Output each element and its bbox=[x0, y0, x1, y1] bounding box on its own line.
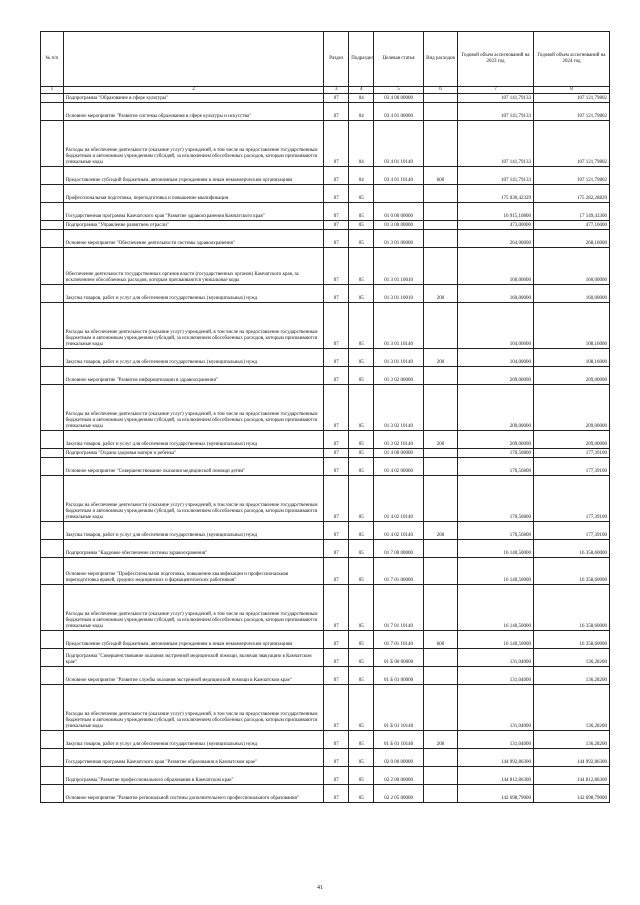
amount-2023-cell: 131,04000 bbox=[458, 731, 534, 749]
razdel-cell: 07 bbox=[324, 785, 349, 803]
row-number-cell bbox=[41, 221, 64, 230]
description-cell: Расходы на обеспечение деятельности (оказание услуг) учреждений, в том числе на предоставление государственным бюджетным и автономным учреждениям субсидий, за исключением обособленных расходов, которым присваиваются уникальные коды bbox=[63, 685, 324, 731]
amount-2023-cell: 170,56800 bbox=[458, 522, 534, 540]
header-target-article: Целевая статья bbox=[374, 32, 424, 87]
podrazdel-cell: 05 bbox=[349, 203, 374, 221]
podrazdel-cell: 05 bbox=[349, 667, 374, 685]
podrazdel-cell: 05 bbox=[349, 285, 374, 303]
header-amount-2023: Годовой объем ассигнований на 2023 год bbox=[458, 32, 534, 87]
column-number: 4 bbox=[349, 87, 374, 94]
podrazdel-cell: 05 bbox=[349, 785, 374, 803]
target-article-cell: 01 3 01 10010 bbox=[374, 248, 424, 285]
amount-2024-cell: 16 358,60000 bbox=[533, 631, 609, 649]
razdel-cell: 07 bbox=[324, 685, 349, 731]
amount-2023-cell: 131,04000 bbox=[458, 685, 534, 731]
razdel-cell: 07 bbox=[324, 558, 349, 585]
column-number: 2 bbox=[63, 87, 324, 94]
table-row bbox=[41, 540, 610, 558]
description-cell: Подпрограмма "Управление развитием отрасли" bbox=[63, 221, 324, 230]
podrazdel-cell: 05 bbox=[349, 540, 374, 558]
expense-type-cell bbox=[424, 303, 458, 349]
expense-type-cell bbox=[424, 203, 458, 221]
amount-2024-cell: 16 358,60000 bbox=[533, 585, 609, 631]
row-number-cell bbox=[41, 349, 64, 367]
amount-2023-cell: 160,00000 bbox=[458, 285, 534, 303]
expense-type-cell bbox=[424, 558, 458, 585]
target-article-cell: 01 Б 01 10140 bbox=[374, 685, 424, 731]
table-row bbox=[41, 767, 610, 785]
table-row bbox=[41, 367, 610, 385]
table-row bbox=[41, 94, 610, 103]
amount-2023-cell: 473,00000 bbox=[458, 221, 534, 230]
table-row bbox=[41, 649, 610, 667]
expense-type-cell bbox=[424, 103, 458, 121]
expense-type-cell bbox=[424, 367, 458, 385]
amount-2023-cell: 107 141,79133 bbox=[458, 103, 534, 121]
expense-type-cell bbox=[424, 94, 458, 103]
row-number-cell bbox=[41, 667, 64, 685]
amount-2023-cell: 142 698,79000 bbox=[458, 785, 534, 803]
row-number-cell bbox=[41, 449, 64, 458]
description-cell: Расходы на обеспечение деятельности (оказание услуг) учреждений, в том числе на предоставление государственным бюджетным и автономным учреждениям субсидий, за исключением обособленных расходов, которым присваиваются уникальные коды bbox=[63, 121, 324, 167]
description-cell: Государственная программа Камчатского края "Развитие здравоохранения Камчатского края" bbox=[63, 203, 324, 221]
table-row bbox=[41, 522, 610, 540]
expense-type-cell: 200 bbox=[424, 431, 458, 449]
table-row bbox=[41, 685, 610, 731]
podrazdel-cell: 05 bbox=[349, 458, 374, 476]
row-number-cell bbox=[41, 185, 64, 203]
target-article-cell: 03 4 01 00000 bbox=[374, 103, 424, 121]
table-row bbox=[41, 558, 610, 585]
expense-type-cell bbox=[424, 749, 458, 767]
row-number-cell bbox=[41, 230, 64, 248]
budget-table bbox=[40, 31, 610, 803]
expense-type-cell bbox=[424, 385, 458, 431]
razdel-cell: 07 bbox=[324, 585, 349, 631]
amount-2023-cell: 16 140,50000 bbox=[458, 585, 534, 631]
podrazdel-cell: 05 bbox=[349, 248, 374, 285]
row-number-cell bbox=[41, 649, 64, 667]
podrazdel-cell: 05 bbox=[349, 767, 374, 785]
table-row bbox=[41, 203, 610, 221]
amount-2024-cell: 136,28200 bbox=[533, 685, 609, 731]
razdel-cell: 07 bbox=[324, 631, 349, 649]
podrazdel-cell: 05 bbox=[349, 476, 374, 522]
table-row bbox=[41, 285, 610, 303]
expense-type-cell: 600 bbox=[424, 631, 458, 649]
amount-2023-cell: 144 992,86300 bbox=[458, 749, 534, 767]
podrazdel-cell: 05 bbox=[349, 585, 374, 631]
expense-type-cell: 200 bbox=[424, 349, 458, 367]
column-number: 3 bbox=[324, 87, 349, 94]
table-row bbox=[41, 667, 610, 685]
amount-2024-cell: 142 698,79000 bbox=[533, 785, 609, 803]
target-article-cell: 01 3 01 00000 bbox=[374, 230, 424, 248]
target-article-cell: 01 7 01 10140 bbox=[374, 585, 424, 631]
table-row bbox=[41, 631, 610, 649]
amount-2023-cell: 107 141,79133 bbox=[458, 167, 534, 185]
razdel-cell: 07 bbox=[324, 458, 349, 476]
description-cell: Расходы на обеспечение деятельности (оказание услуг) учреждений, в том числе на предоставление государственным бюджетным и автономным учреждениям субсидий, за исключением обособленных расходов, которым присваиваются уникальные коды bbox=[63, 476, 324, 522]
razdel-cell: 07 bbox=[324, 203, 349, 221]
amount-2024-cell: 144 992,86300 bbox=[533, 749, 609, 767]
row-number-cell bbox=[41, 585, 64, 631]
amount-2024-cell: 477,16000 bbox=[533, 221, 609, 230]
amount-2023-cell: 107 141,79133 bbox=[458, 94, 534, 103]
amount-2024-cell: 107 121,79802 bbox=[533, 167, 609, 185]
row-number-cell bbox=[41, 367, 64, 385]
expense-type-cell bbox=[424, 767, 458, 785]
razdel-cell: 07 bbox=[324, 303, 349, 349]
razdel-cell: 07 bbox=[324, 540, 349, 558]
table-row bbox=[41, 749, 610, 767]
razdel-cell: 07 bbox=[324, 185, 349, 203]
amount-2024-cell: 107 121,79802 bbox=[533, 94, 609, 103]
row-number-cell bbox=[41, 458, 64, 476]
razdel-cell: 07 bbox=[324, 230, 349, 248]
expense-type-cell bbox=[424, 185, 458, 203]
description-cell: Подпрограмма "Совершенствование оказания экстренной медицинской помощи, включая эвакуацию в Камчатском крае" bbox=[63, 649, 324, 667]
target-article-cell: 01 3 01 10140 bbox=[374, 349, 424, 367]
table-row bbox=[41, 103, 610, 121]
description-cell: Закупка товаров, работ и услуг для обеспечения государственных (муниципальных) нужд bbox=[63, 285, 324, 303]
table-row bbox=[41, 221, 610, 230]
target-article-cell: 03 4 01 10140 bbox=[374, 167, 424, 185]
target-article-cell: 01 4 00 00000 bbox=[374, 449, 424, 458]
description-cell: Предоставление субсидий бюджетным, автономным учреждениям и иным некоммерческим организациям bbox=[63, 631, 324, 649]
header-description bbox=[63, 32, 324, 87]
expense-type-cell bbox=[424, 585, 458, 631]
table-row bbox=[41, 230, 610, 248]
expense-type-cell bbox=[424, 540, 458, 558]
razdel-cell: 07 bbox=[324, 385, 349, 431]
description-cell: Подпрограмма "Образование в сфере культуры" bbox=[63, 94, 324, 103]
amount-2023-cell: 209,00000 bbox=[458, 367, 534, 385]
row-number-cell bbox=[41, 522, 64, 540]
amount-2024-cell: 209,00000 bbox=[533, 367, 609, 385]
table-row bbox=[41, 585, 610, 631]
amount-2023-cell: 131,04000 bbox=[458, 649, 534, 667]
amount-2024-cell: 144 812,86300 bbox=[533, 767, 609, 785]
podrazdel-cell: 05 bbox=[349, 631, 374, 649]
table-row bbox=[41, 431, 610, 449]
podrazdel-cell: 04 bbox=[349, 167, 374, 185]
target-article-cell: 01 Б 01 00000 bbox=[374, 667, 424, 685]
razdel-cell: 07 bbox=[324, 367, 349, 385]
target-article-cell: 02 2 00 00000 bbox=[374, 767, 424, 785]
header-razdel: Раздел bbox=[324, 32, 349, 87]
podrazdel-cell: 04 bbox=[349, 121, 374, 167]
amount-2024-cell: 108,16000 bbox=[533, 303, 609, 349]
row-number-cell bbox=[41, 385, 64, 431]
column-number: 8 bbox=[533, 87, 609, 94]
header-podrazdel: Подраздел bbox=[349, 32, 374, 87]
column-number: 7 bbox=[458, 87, 534, 94]
row-number-cell bbox=[41, 731, 64, 749]
description-cell: Подпрограмма "Развитие профессионального образования в Камчатском крае" bbox=[63, 767, 324, 785]
target-article-cell: 01 Б 01 10140 bbox=[374, 731, 424, 749]
table-row bbox=[41, 167, 610, 185]
podrazdel-cell: 04 bbox=[349, 94, 374, 103]
expense-type-cell bbox=[424, 449, 458, 458]
expense-type-cell bbox=[424, 121, 458, 167]
amount-2024-cell: 160,00000 bbox=[533, 248, 609, 285]
table-row bbox=[41, 185, 610, 203]
target-article-cell: 01 4 02 10140 bbox=[374, 522, 424, 540]
expense-type-cell bbox=[424, 685, 458, 731]
podrazdel-cell: 05 bbox=[349, 731, 374, 749]
description-cell: Основное мероприятие "Совершенствование оказания медицинской помощи детям" bbox=[63, 458, 324, 476]
expense-type-cell bbox=[424, 476, 458, 522]
expense-type-cell bbox=[424, 230, 458, 248]
amount-2024-cell: 16 358,60000 bbox=[533, 558, 609, 585]
razdel-cell: 07 bbox=[324, 649, 349, 667]
amount-2024-cell: 209,00000 bbox=[533, 385, 609, 431]
description-cell: Расходы на обеспечение деятельности (оказание услуг) учреждений, в том числе на предоставление государственным бюджетным и автономным учреждениям субсидий, за исключением обособленных расходов, которым присваиваются уникальные коды bbox=[63, 385, 324, 431]
description-cell: Основное мероприятие "Развитие системы образования в сфере культуры и искусства" bbox=[63, 103, 324, 121]
expense-type-cell bbox=[424, 649, 458, 667]
amount-2023-cell: 170,56800 bbox=[458, 476, 534, 522]
podrazdel-cell: 05 bbox=[349, 431, 374, 449]
amount-2024-cell: 177,39100 bbox=[533, 476, 609, 522]
amount-2023-cell: 16 140,50000 bbox=[458, 540, 534, 558]
razdel-cell: 07 bbox=[324, 767, 349, 785]
podrazdel-cell: 05 bbox=[349, 449, 374, 458]
row-number-cell bbox=[41, 631, 64, 649]
razdel-cell: 07 bbox=[324, 731, 349, 749]
amount-2024-cell: 107 121,79802 bbox=[533, 103, 609, 121]
target-article-cell: 01 4 02 00000 bbox=[374, 458, 424, 476]
table-row bbox=[41, 385, 610, 431]
description-cell: Расходы на обеспечение деятельности (оказание услуг) учреждений, в том числе на предоставление государственным бюджетным и автономным учреждениям субсидий, за исключением обособленных расходов, которым присваиваются уникальные коды bbox=[63, 585, 324, 631]
amount-2023-cell: 175 030,42329 bbox=[458, 185, 534, 203]
target-article-cell: 01 Б 00 00000 bbox=[374, 649, 424, 667]
amount-2023-cell: 170,56800 bbox=[458, 458, 534, 476]
row-number-cell bbox=[41, 285, 64, 303]
table-row bbox=[41, 731, 610, 749]
podrazdel-cell: 05 bbox=[349, 558, 374, 585]
table-row bbox=[41, 785, 610, 803]
amount-2024-cell: 177,39100 bbox=[533, 458, 609, 476]
expense-type-cell bbox=[424, 248, 458, 285]
expense-type-cell bbox=[424, 667, 458, 685]
razdel-cell: 07 bbox=[324, 285, 349, 303]
row-number-cell bbox=[41, 685, 64, 731]
amount-2023-cell: 16 915,10800 bbox=[458, 203, 534, 221]
podrazdel-cell: 05 bbox=[349, 649, 374, 667]
podrazdel-cell: 05 bbox=[349, 522, 374, 540]
row-number-cell bbox=[41, 749, 64, 767]
row-number-cell bbox=[41, 476, 64, 522]
table-row bbox=[41, 303, 610, 349]
amount-2023-cell: 209,00000 bbox=[458, 385, 534, 431]
podrazdel-cell: 05 bbox=[349, 221, 374, 230]
amount-2023-cell: 107 141,79133 bbox=[458, 121, 534, 167]
column-number-row bbox=[41, 87, 610, 94]
expense-type-cell: 200 bbox=[424, 522, 458, 540]
razdel-cell: 07 bbox=[324, 121, 349, 167]
amount-2024-cell: 17 149,43300 bbox=[533, 203, 609, 221]
header-amount-2024: Годовой объем ассигнований на 2024 год bbox=[533, 32, 609, 87]
amount-2023-cell: 264,00000 bbox=[458, 230, 534, 248]
podrazdel-cell: 05 bbox=[349, 303, 374, 349]
description-cell: Закупка товаров, работ и услуг для обеспечения государственных (муниципальных) нужд bbox=[63, 349, 324, 367]
podrazdel-cell: 05 bbox=[349, 349, 374, 367]
expense-type-cell: 200 bbox=[424, 731, 458, 749]
target-article-cell: 01 4 02 10140 bbox=[374, 476, 424, 522]
column-number: 6 bbox=[424, 87, 458, 94]
amount-2024-cell: 136,28200 bbox=[533, 731, 609, 749]
expense-type-cell bbox=[424, 221, 458, 230]
razdel-cell: 07 bbox=[324, 749, 349, 767]
razdel-cell: 07 bbox=[324, 522, 349, 540]
expense-type-cell bbox=[424, 785, 458, 803]
amount-2024-cell: 160,00000 bbox=[533, 285, 609, 303]
target-article-cell: 03 4 00 00000 bbox=[374, 94, 424, 103]
target-article-cell: 01 3 02 00000 bbox=[374, 367, 424, 385]
razdel-cell: 07 bbox=[324, 349, 349, 367]
row-number-cell bbox=[41, 303, 64, 349]
target-article-cell: 01 3 00 00000 bbox=[374, 221, 424, 230]
razdel-cell: 07 bbox=[324, 431, 349, 449]
table-row bbox=[41, 349, 610, 367]
description-cell: Подпрограмма "Охрана здоровья матери и ребенка" bbox=[63, 449, 324, 458]
razdel-cell: 07 bbox=[324, 667, 349, 685]
row-number-cell bbox=[41, 767, 64, 785]
description-cell: Основное мероприятие "Профессиональная подготовка, повышение квалификации и профессиональная переподготовка врачей, средних медицинских и фармацевтических работников" bbox=[63, 558, 324, 585]
amount-2024-cell: 177,39100 bbox=[533, 449, 609, 458]
target-article-cell: 01 0 00 00000 bbox=[374, 203, 424, 221]
amount-2023-cell: 144 812,86300 bbox=[458, 767, 534, 785]
amount-2024-cell: 16 358,60000 bbox=[533, 540, 609, 558]
description-cell: Предоставление субсидий бюджетным, автономным учреждениям и иным некоммерческим организациям bbox=[63, 167, 324, 185]
amount-2024-cell: 177,39100 bbox=[533, 522, 609, 540]
target-article-cell bbox=[374, 185, 424, 203]
target-article-cell: 01 7 00 00000 bbox=[374, 540, 424, 558]
amount-2024-cell: 268,16000 bbox=[533, 230, 609, 248]
table-row bbox=[41, 248, 610, 285]
podrazdel-cell: 05 bbox=[349, 230, 374, 248]
target-article-cell: 01 3 02 10140 bbox=[374, 385, 424, 431]
target-article-cell: 01 3 01 10140 bbox=[374, 303, 424, 349]
header-row bbox=[41, 32, 610, 87]
description-cell: Государственная программа Камчатского края "Развитие образования в Камчатском крае" bbox=[63, 749, 324, 767]
target-article-cell: 03 4 01 10140 bbox=[374, 121, 424, 167]
target-article-cell: 01 7 01 10140 bbox=[374, 631, 424, 649]
target-article-cell: 02 0 00 00000 bbox=[374, 749, 424, 767]
amount-2023-cell: 209,00000 bbox=[458, 431, 534, 449]
expense-type-cell bbox=[424, 458, 458, 476]
header-expense-type: Вид расходов bbox=[424, 32, 458, 87]
description-cell: Закупка товаров, работ и услуг для обеспечения государственных (муниципальных) нужд bbox=[63, 431, 324, 449]
amount-2023-cell: 104,00000 bbox=[458, 303, 534, 349]
amount-2023-cell: 131,04000 bbox=[458, 667, 534, 685]
table-row bbox=[41, 121, 610, 167]
row-number-cell bbox=[41, 540, 64, 558]
row-number-cell bbox=[41, 558, 64, 585]
row-number-cell bbox=[41, 785, 64, 803]
amount-2024-cell: 209,00000 bbox=[533, 431, 609, 449]
row-number-cell bbox=[41, 103, 64, 121]
description-cell: Основное мероприятие "Развитие информатизации в здравоохранении" bbox=[63, 367, 324, 385]
row-number-cell bbox=[41, 94, 64, 103]
target-article-cell: 01 3 01 10010 bbox=[374, 285, 424, 303]
razdel-cell: 07 bbox=[324, 449, 349, 458]
podrazdel-cell: 05 bbox=[349, 385, 374, 431]
table-row bbox=[41, 449, 610, 458]
row-number-cell bbox=[41, 203, 64, 221]
amount-2024-cell: 108,16000 bbox=[533, 349, 609, 367]
podrazdel-cell: 04 bbox=[349, 103, 374, 121]
page-number: 41 bbox=[317, 885, 323, 891]
amount-2023-cell: 104,00000 bbox=[458, 349, 534, 367]
expense-type-cell: 200 bbox=[424, 285, 458, 303]
column-number: 5 bbox=[374, 87, 424, 94]
row-number-cell bbox=[41, 121, 64, 167]
row-number-cell bbox=[41, 431, 64, 449]
amount-2024-cell: 136,28200 bbox=[533, 667, 609, 685]
description-cell: Основное мероприятие "Развитие региональной системы дополнительного профессионального образования" bbox=[63, 785, 324, 803]
amount-2023-cell: 160,00000 bbox=[458, 248, 534, 285]
podrazdel-cell: 05 bbox=[349, 685, 374, 731]
table-row bbox=[41, 458, 610, 476]
target-article-cell: 01 7 01 00000 bbox=[374, 558, 424, 585]
podrazdel-cell: 05 bbox=[349, 367, 374, 385]
razdel-cell: 07 bbox=[324, 221, 349, 230]
table-body bbox=[41, 94, 610, 803]
description-cell: Обеспечение деятельности государственных органов власти (государственных органов) Камчатского края, за исключением обособленных расходов, которым присваиваются уникальные коды bbox=[63, 248, 324, 285]
amount-2023-cell: 16 140,50000 bbox=[458, 558, 534, 585]
expense-type-cell: 600 bbox=[424, 167, 458, 185]
description-cell: Профессиональная подготовка, переподготовка и повышение квалификации bbox=[63, 185, 324, 203]
column-number: 1 bbox=[41, 87, 64, 94]
amount-2024-cell: 136,28200 bbox=[533, 649, 609, 667]
razdel-cell: 07 bbox=[324, 248, 349, 285]
description-cell: Основное мероприятие "Обеспечение деятельности системы здравоохранения" bbox=[63, 230, 324, 248]
target-article-cell: 01 3 02 10140 bbox=[374, 431, 424, 449]
description-cell: Закупка товаров, работ и услуг для обеспечения государственных (муниципальных) нужд bbox=[63, 522, 324, 540]
podrazdel-cell: 05 bbox=[349, 185, 374, 203]
amount-2023-cell: 170,56800 bbox=[458, 449, 534, 458]
row-number-cell bbox=[41, 248, 64, 285]
razdel-cell: 07 bbox=[324, 167, 349, 185]
header-number: № п/п bbox=[41, 32, 64, 87]
description-cell: Подпрограмма "Кадровое обеспечение системы здравоохранения" bbox=[63, 540, 324, 558]
amount-2024-cell: 175 282,28829 bbox=[533, 185, 609, 203]
table-row bbox=[41, 476, 610, 522]
target-article-cell: 02 2 05 00000 bbox=[374, 785, 424, 803]
description-cell: Основное мероприятие "Развитие службы оказания экстренной медицинской помощи в Камчатском крае" bbox=[63, 667, 324, 685]
razdel-cell: 07 bbox=[324, 103, 349, 121]
razdel-cell: 07 bbox=[324, 476, 349, 522]
amount-2023-cell: 16 140,50000 bbox=[458, 631, 534, 649]
razdel-cell: 07 bbox=[324, 94, 349, 103]
amount-2024-cell: 107 121,79802 bbox=[533, 121, 609, 167]
description-cell: Закупка товаров, работ и услуг для обеспечения государственных (муниципальных) нужд bbox=[63, 731, 324, 749]
podrazdel-cell: 05 bbox=[349, 749, 374, 767]
description-cell: Расходы на обеспечение деятельности (оказание услуг) учреждений, в том числе на предоставление государственным бюджетным и автономным учреждениям субсидий, за исключением обособленных расходов, которым присваиваются уникальные коды bbox=[63, 303, 324, 349]
row-number-cell bbox=[41, 167, 64, 185]
